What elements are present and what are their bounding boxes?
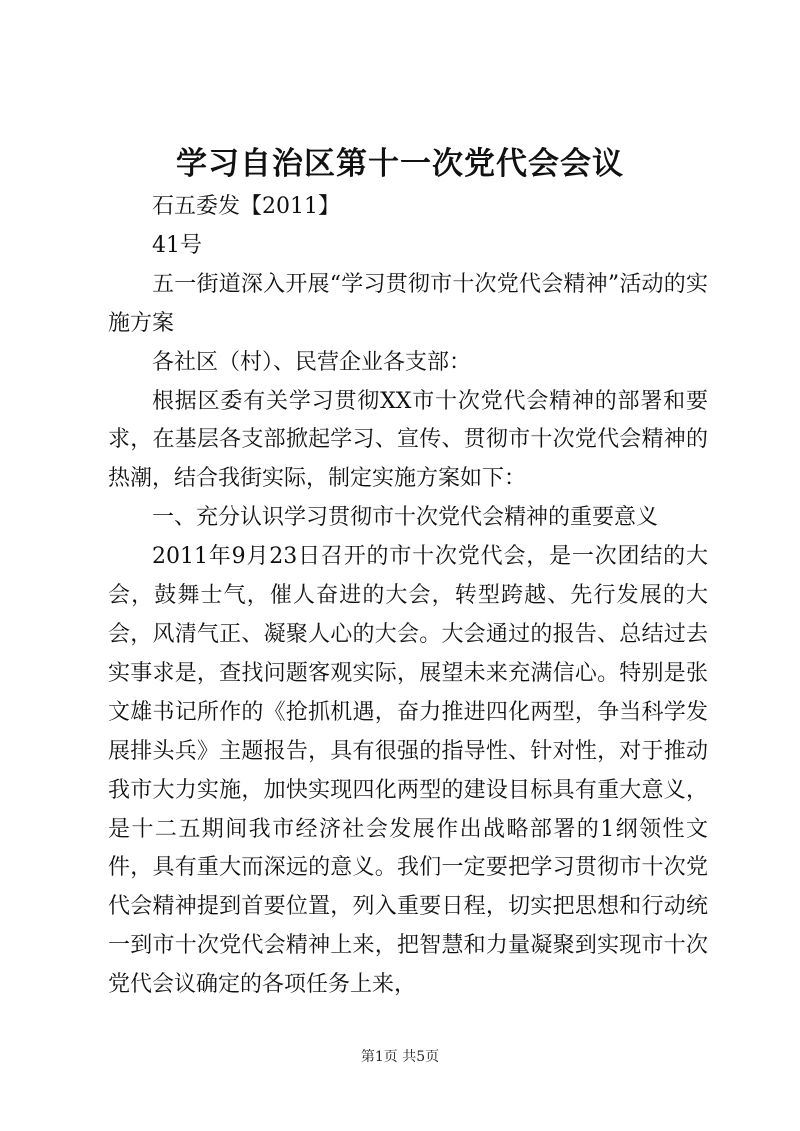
salutation: 各社区（村）、民营企业各支部：	[152, 349, 472, 375]
plan-heading: 五一街道深入开展“学习贯彻市十次党代会精神”活动的实施方案	[108, 271, 708, 336]
document-title: 学习自治区第十一次党代会会议	[176, 146, 624, 182]
section-heading: 一、充分认识学习贯彻市十次党代会精神的重要意义	[152, 505, 659, 531]
intro-paragraph: 根据区委有关学习贯彻XX市十次党代会精神的部署和要求，在基层各支部掀起学习、宣传、贯彻市十次党代会精神的热潮，结合我街实际，制定实施方案如下：	[108, 388, 708, 492]
body-paragraph: 2011年9月23日召开的市十次党代会，是一次团结的大会，鼓舞士气，催人奋进的大会，转型跨越、先行发展的大会，风清气正、凝聚人心的大会。大会通过的报告、总结过去实事求是，查找问题客观实际，展望未来充满信心。特别是张文雄书记所作的《抢抓机遇，奋力推进四化两型，争当科学发展排头兵》主题报告，具有很强的指导性、针对性，对于推动我市大力实施，加快实现四化两型的建设目标具有重大意义，是十二五期间我市经济社会发展作出战略部署的1纲领性文件，具有重大而深远的意义。我们一定要把学习贯彻市十次党代会精神提到首要位置，列入重要日程，切实把思想和行动统一到市十次党代会精神上来，把智慧和力量凝聚到实现市十次党代会议确定的各项任务上来，	[108, 544, 708, 998]
document-number-suffix: 41号	[152, 232, 202, 258]
page-footer: 第1页 共5页	[360, 1049, 440, 1065]
document-number-line: 石五委发【2011】	[152, 194, 340, 219]
document-body	[108, 188, 708, 1005]
